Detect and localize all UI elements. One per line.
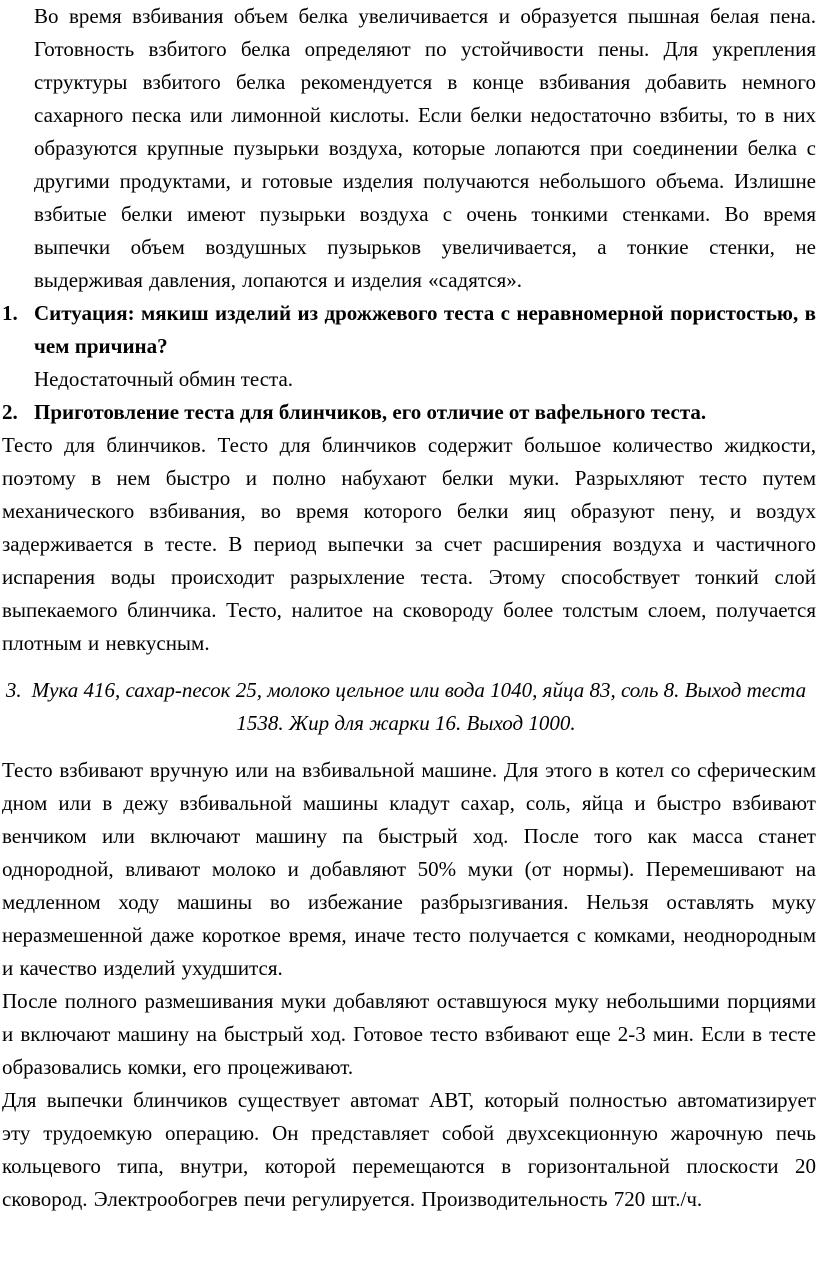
answer-text: Недостаточный обмин теста.	[34, 367, 294, 391]
intro-paragraph: Во время взбивания объем белка увеличивается и образуется пышная белая пена. Готовность взбитого белка определяют по устойчивости пены. Для укрепления структуры взбитого белка рекомендуется в конце взбивания добавить немного сахарного песка или лимонной кислоты. Если белки недостаточно взбиты, то в них образуются крупные пузырьки воздуха, которые лопаются при соединении белка с другими продуктами, и готовые изделия получаются небольшого объема. Излишне взбитые белки имеют пузырьки воздуха с очень тонкими стенками. Во время выпечки объем воздушных пузырьков увеличивается, а тонкие стенки, не выдерживая давления, лопаются и изделия «садятся».	[34, 4, 816, 292]
recipe-text: Мука 416, сахар-песок 25, молоко цельное или вода 1040, яйца 83, соль 8. Выход теста 1538. Жир для жарки 16. Выход 1000.	[31, 678, 807, 735]
recipe-line	[0, 674, 816, 740]
method-paragraph-1: Тесто взбивают вручную или на взбивальной машине. Для этого в котел со сферическим дном или в дежу взбивальной машины кладут сахар, соль, яйца и быстро взбивают венчиком или включают машину па быстрый ход. После того как масса станет однородной, вливают молоко и добавляют 50% муки (от нормы). Перемешивают на медленном ходу машины во избежание разбрызгивания. Нельзя оставлять муку неразмешенной даже короткое время, иначе тесто получается с комками, неоднородным и качество изделий ухудшится.	[2, 758, 816, 980]
pancake-paragraph: Тесто для блинчиков. Тесто для блинчиков содержит большое количество жидкости, поэтому в нем быстро и полно набухают белки муки. Разрыхляют тесто путем механического взбивания, во время которого белки яиц образуют пену, и воздух задерживается в тесте. В период выпечки за счет расширения воздуха и частичного испарения воды происходит разрыхление теста. Этому способствует тонкий слой выпекаемого блинчика. Тесто, налитое на сковороду более толстым слоем, получается плотным и невкусным.	[2, 433, 816, 655]
method-paragraph-2: После полного размешивания муки добавляют оставшуюся муку небольшими порциями и включают машину на быстрый ход. Готовое тесто взбивают еще 2-3 мин. Если в тесте образовались комки, его процеживают.	[2, 989, 816, 1079]
question-text: Приготовление теста для блинчиков, его отличие от вафельного теста.	[34, 400, 707, 424]
question-item-1	[0, 297, 816, 363]
question-item-2	[0, 396, 816, 429]
item-number: 1.	[2, 301, 18, 325]
item-number: 2.	[2, 400, 18, 424]
recipe-number: 3.	[5, 678, 22, 702]
method-paragraph-3: Для выпечки блинчиков существует автомат АВТ, который полностью автоматизирует эту трудоемкую операцию. Он представляет собой двухсекционную жарочную печь кольцевого типа, внутри, которой перемещаются в горизонтальной плоскости 20 сковород. Электрообогрев печи регулируется. Производительность 720 шт./ч.	[2, 1088, 816, 1211]
question-text: Ситуация: мякиш изделий из дрожжевого теста с неравномерной пористостью, в чем причина?	[34, 301, 816, 358]
